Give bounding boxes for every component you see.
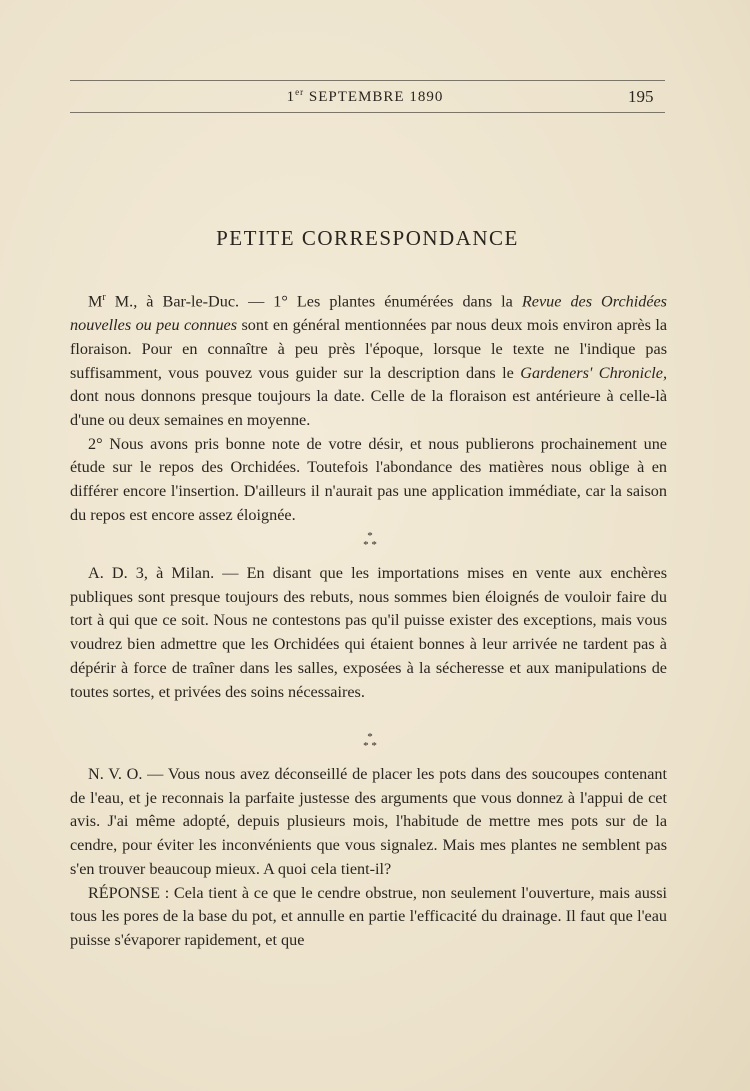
header-date <box>230 87 500 106</box>
letter-nvo <box>70 763 667 953</box>
reponse-paragraph: RÉPONSE : Cela tient à ce que le cendre obstrue, non seulement l'ouverture, mais aussi tous les pores de la base du pot, et annulle en partie l'efficacité du drainage. Il faut que l'eau puisse s'évaporer rapidement, et que <box>70 883 667 949</box>
section-title: PETITE CORRESPONDANCE <box>216 226 519 250</box>
asterism-top: * <box>367 530 373 542</box>
asterism-2 <box>320 733 420 751</box>
date-text: SEPTEMBRE 1890 <box>308 89 444 105</box>
date-day: 1 <box>286 89 296 105</box>
addressee-sup: r <box>102 292 106 303</box>
letter1-paragraph1 <box>70 286 667 433</box>
letter2-paragraph: A. D. 3, à Milan. — En disant que les importations mises en vente aux enchères publiques sont presque toujours des rebuts, nous sommes bien éloignés de vouloir faire du tort à qui que ce soit. Nous ne contestons pas qu'il puisse exister des exceptions, mais vous voudrez bien admettre que les Orchidées qui étaient bonnes à leur arrivée ne tardent pas à dépérir à force de traîner dans les salles, exposées à la sécheresse et aux manipulations de toutes sortes, et privées des soins nécessaires. <box>70 564 667 701</box>
letter1-text2: sont en général mentionnées par nous deux mois environ après la floraison. Pour en connaître à peu près l'époque, lorsque le texte ne l'indique pas suffisamment, vous pouvez vous guider sur la description dans le <box>70 316 667 382</box>
asterism-1 <box>320 532 420 550</box>
chronicle-title: Gardeners' Chronicle, <box>520 363 667 382</box>
letter1-paragraph2: 2° Nous avons pris bonne note de votre désir, et nous publierons prochainement une étude sur le repos des Orchidées. Toutefois l'abondance des matières nous oblige à en différer encore l'insertion. D'ailleurs il n'aurait pas une application immédiate, car la saison du repos est encore assez éloignée. <box>70 434 667 524</box>
page-number: 195 <box>628 87 654 106</box>
header-top-rule <box>70 80 665 81</box>
asterism-bottom: * * <box>363 539 377 551</box>
letter1-text1: M., à Bar-le-Duc. — 1° Les plantes énumérées dans la <box>105 292 522 311</box>
letter3-paragraph: N. V. O. — Vous nous avez déconseillé de placer les pots dans des soucoupes contenant de l'eau, et je reconnais la parfaite justesse des arguments que vous donnez à l'appui de cet avis. J'ai même adopté, depuis plusieurs mois, l'habitude de mettre mes pots sur de la cendre, pour éviter les inconvénients que vous signalez. Mais mes plantes ne semblent pas s'en trouver beaucoup mieux. A quoi cela tient-il? <box>70 765 667 878</box>
asterism-bottom: * * <box>363 740 377 752</box>
letter1-text3: dont nous donnons presque toujours la date. Celle de la floraison est antérieure à celle-là d'une ou deux semaines en moyenne. <box>70 387 667 429</box>
asterism-top: * <box>367 731 373 743</box>
letter-bar-le-duc <box>70 286 667 527</box>
revue-title: Revue des Orchidées nouvelles ou peu connues <box>70 292 667 335</box>
letter-milan <box>70 562 667 704</box>
header-bottom-rule <box>70 112 665 113</box>
addressee-m: M <box>88 292 103 311</box>
date-superscript: er <box>295 87 305 97</box>
